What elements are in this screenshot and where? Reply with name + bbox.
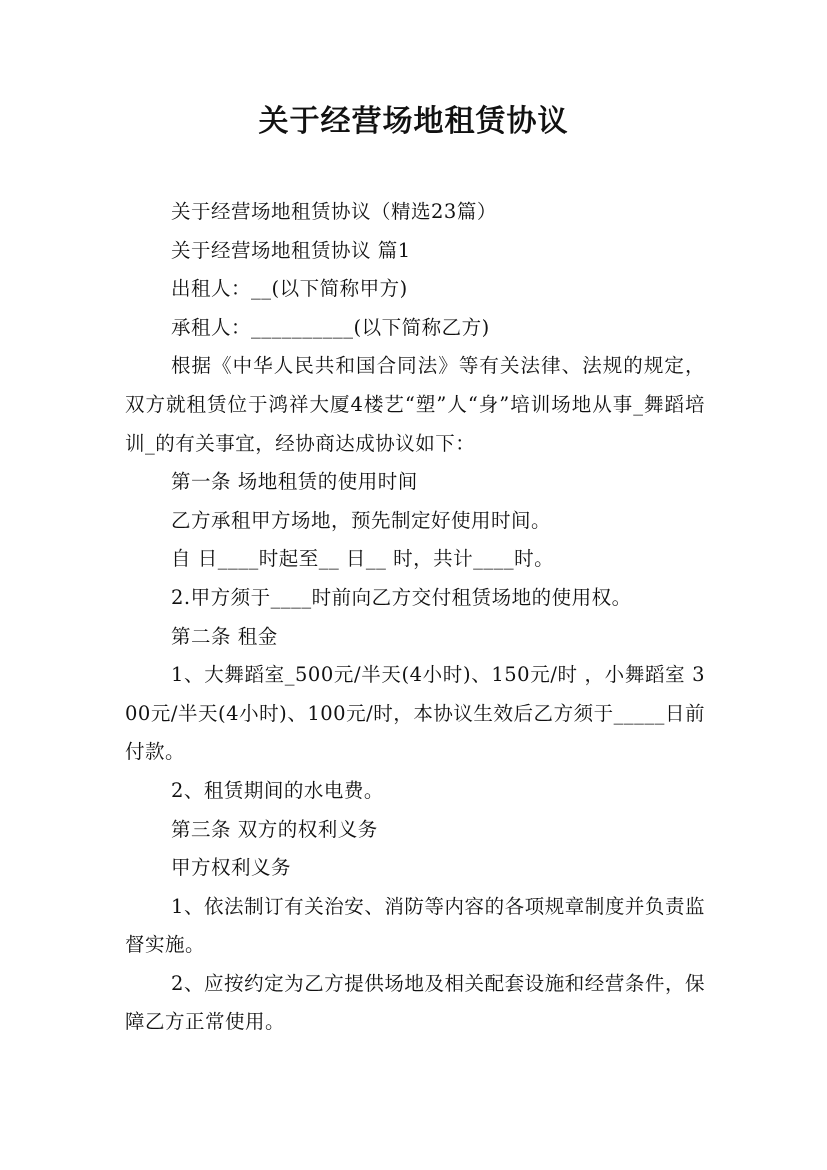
document-body (125, 193, 705, 1042)
paragraph-clause-2-item-2: 2、租赁期间的水电费。 (171, 778, 384, 802)
paragraph-clause-3-heading: 第三条 双方的权利义务 (171, 817, 378, 841)
paragraph-party-a-item-2: 2、应按约定为乙方提供场地及相关配套设施和经营条件，保障乙方正常使用。 (125, 971, 705, 1034)
paragraph-clause-2-item-1: 1、大舞蹈室_500元/半天(4小时)、150元/时 ，小舞蹈室 300元/半天(4小时)、100元/时，本协议生效后乙方须于_____日前付款。 (125, 663, 705, 764)
document-title: 关于经营场地租赁协议 (258, 104, 569, 139)
paragraph-preamble: 根据《中华人民共和国合同法》等有关法律、法规的规定，双方就租赁位于鸿祥大厦4楼艺“塑”人“身”培训场地从事_舞蹈培训_的有关事宜，经协商达成协议如下： (125, 354, 705, 455)
paragraph-clause-1-text: 乙方承租甲方场地，预先制定好使用时间。 (171, 508, 552, 532)
paragraph-clause-1-period: 自 日____时起至__ 日__ 时，共计____时。 (171, 547, 555, 571)
paragraph-subtitle: 关于经营场地租赁协议（精选23篇） (171, 200, 497, 223)
paragraph-article-heading: 关于经营场地租赁协议 篇1 (171, 238, 411, 262)
paragraph-lessor: 出租人：__(以下简称甲方) (171, 277, 408, 301)
paragraph-clause-2-heading: 第二条 租金 (171, 624, 278, 648)
paragraph-clause-1-heading: 第一条 场地租赁的使用时间 (171, 470, 418, 494)
paragraph-lessee: 承租人：__________(以下简称乙方) (171, 315, 490, 339)
paragraph-clause-1-item-2: 2.甲方须于____时前向乙方交付租赁场地的使用权。 (171, 585, 632, 609)
paragraph-party-a-duties: 甲方权利义务 (171, 856, 292, 880)
paragraph-party-a-item-1: 1、依法制订有关治安、消防等内容的各项规章制度并负责监督实施。 (125, 894, 705, 957)
